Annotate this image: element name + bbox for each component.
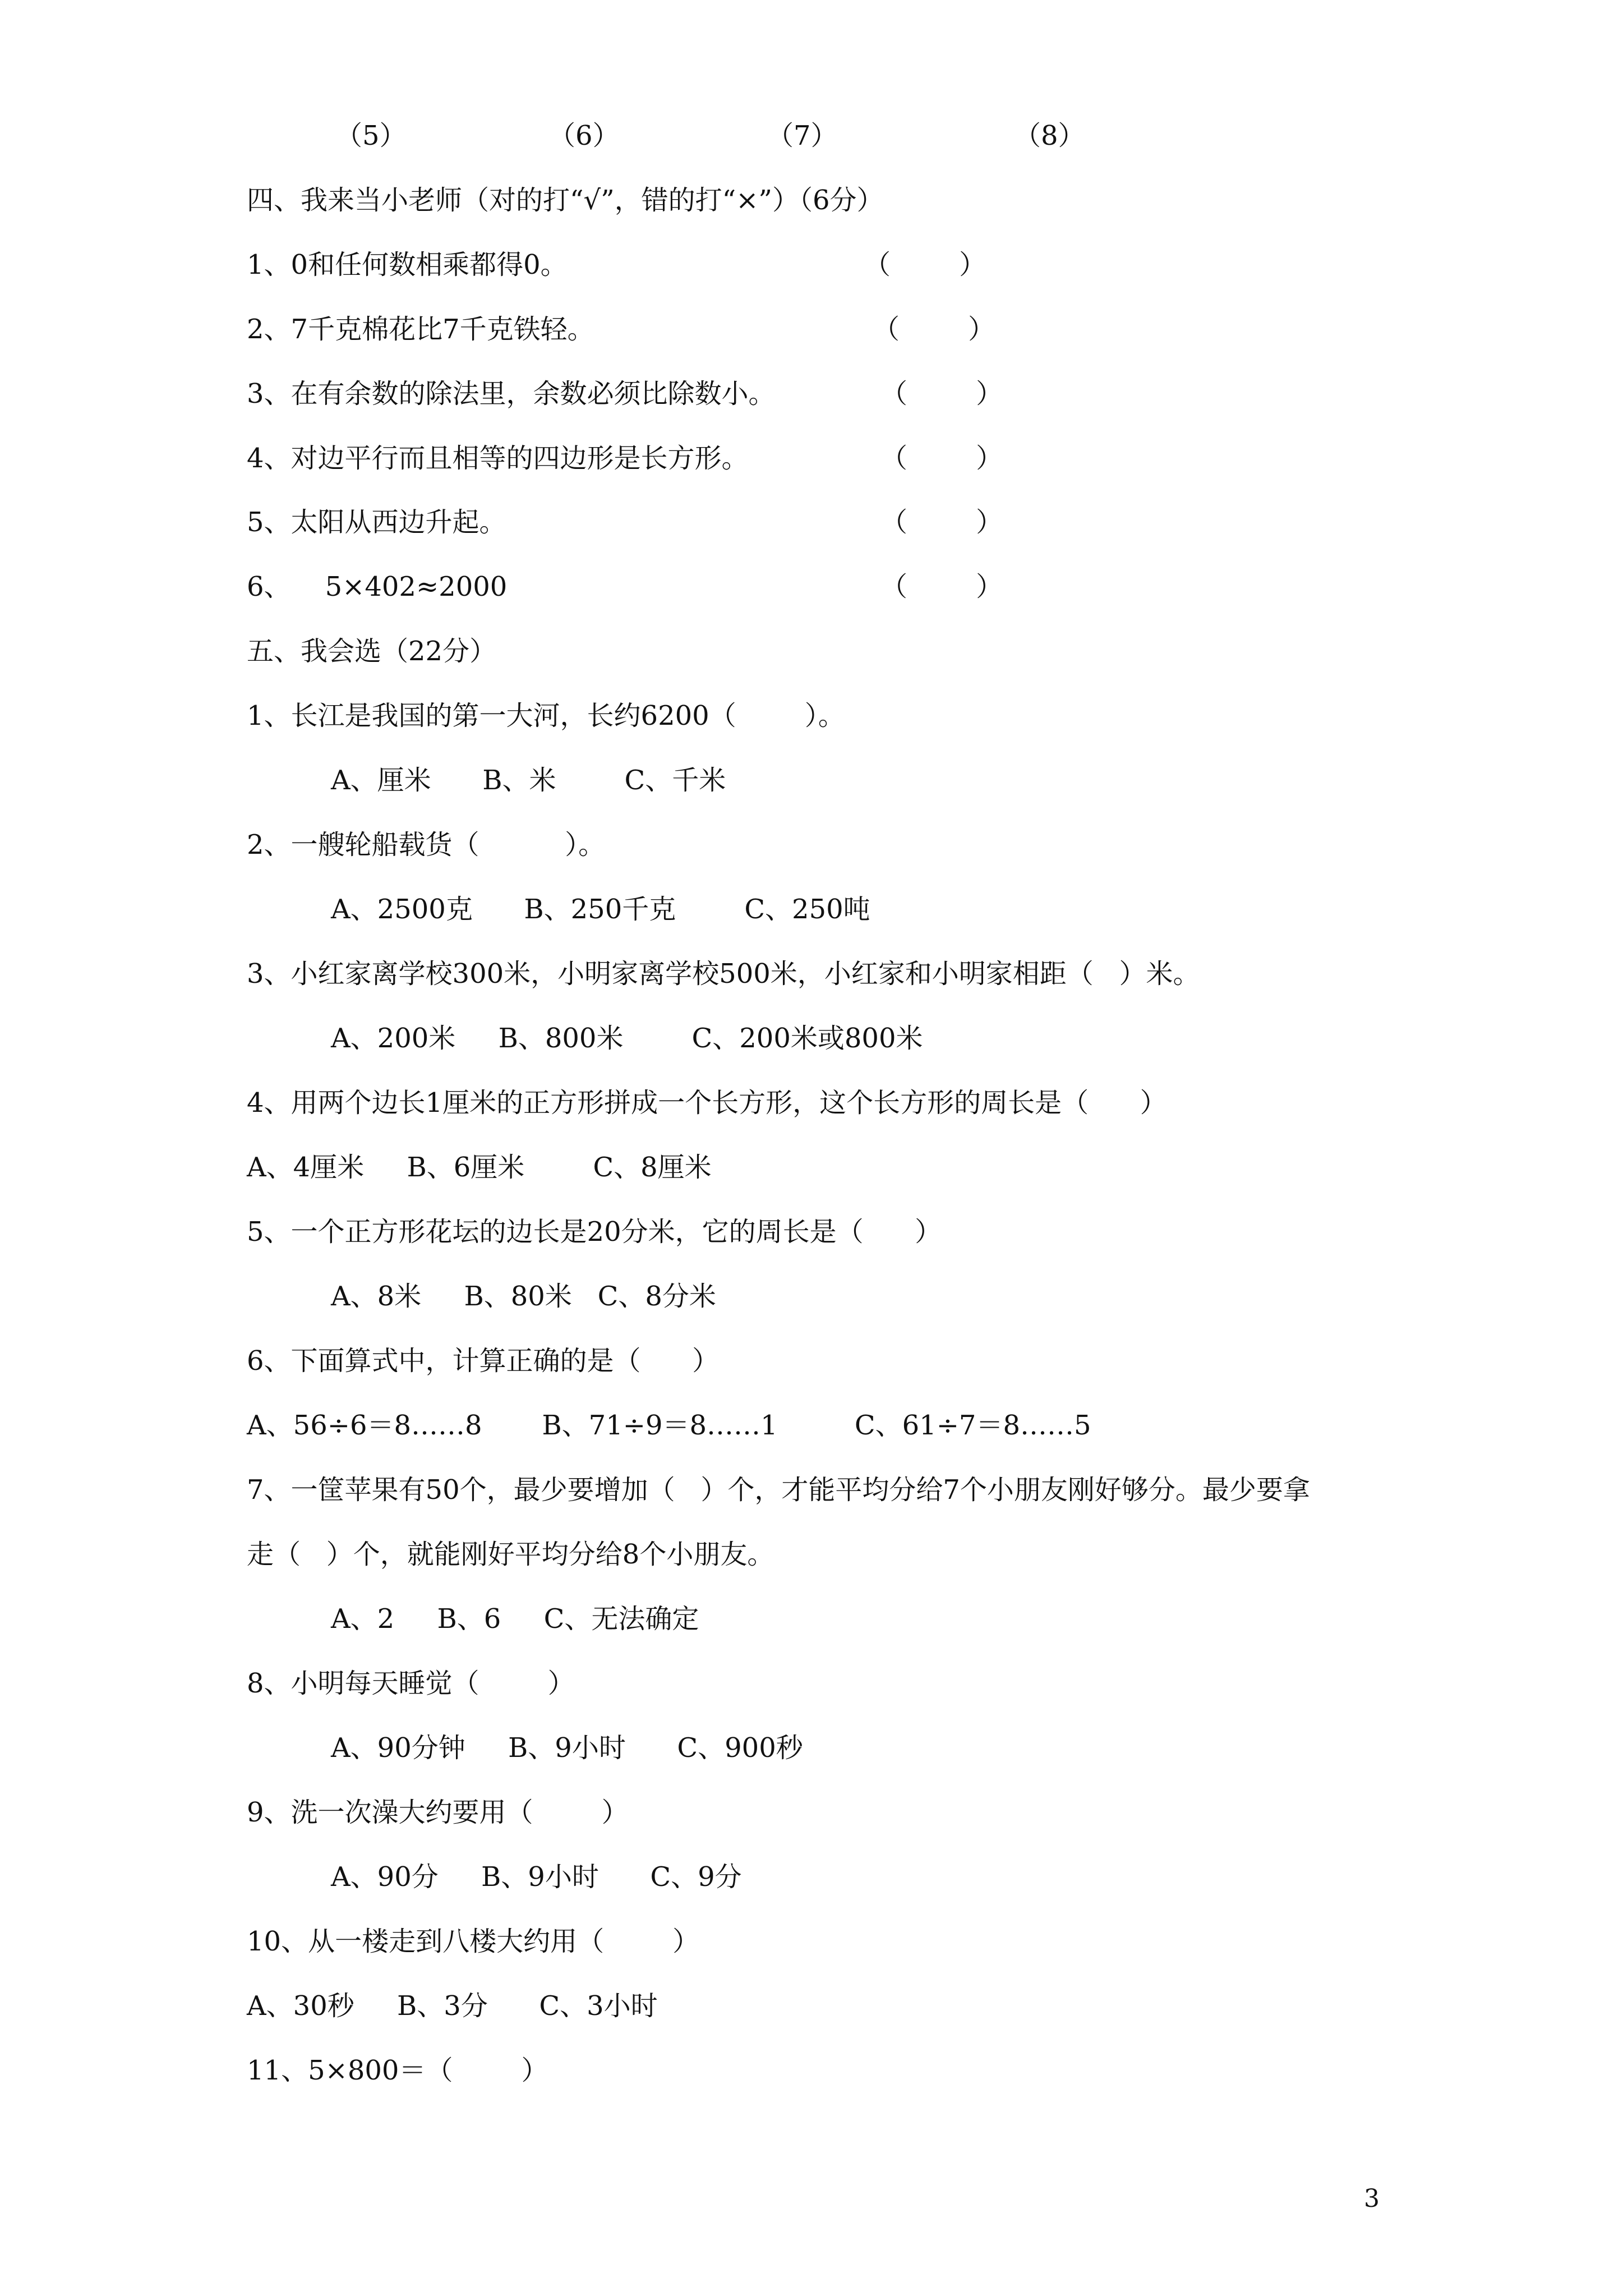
choice-options-3: A、200米 B、800米 C、200米或800米 xyxy=(331,1023,923,1054)
subfigure-label-8: （8） xyxy=(1014,120,1085,151)
section4-title: 四、我来当小老师（对的打“√”，错的打“×”）（6分） xyxy=(247,185,884,216)
choice-question-5: 5、一个正方形花坛的边长是20分米，它的周长是（ ） xyxy=(247,1216,942,1248)
choice-options-4: A、4厘米 B、6厘米 C、8厘米 xyxy=(247,1152,712,1183)
choice-question-3: 3、小红家离学校300米，小明家离学校500米，小红家和小明家相距（ ）米。 xyxy=(247,958,1200,990)
choice-question-1: 1、长江是我国的第一大河，长约6200（ ）。 xyxy=(247,700,845,731)
subfigure-label-5: （5） xyxy=(335,120,407,151)
choice-question-6: 6、下面算式中，计算正确的是（ ） xyxy=(247,1345,720,1377)
judge-answer-blank-2: （ ） xyxy=(873,314,995,345)
judge-item-6: 6、 5×402≈2000 xyxy=(247,571,508,602)
choice-options-5: A、8米 B、80米 C、8分米 xyxy=(331,1281,716,1312)
judge-answer-blank-1: （ ） xyxy=(864,249,986,280)
judge-answer-blank-3: （ ） xyxy=(880,378,1003,409)
choice-question-4: 4、用两个边长1厘米的正方形拼成一个长方形，这个长方形的周长是（ ） xyxy=(247,1087,1167,1119)
section5-title: 五、我会选（22分） xyxy=(247,636,497,667)
judge-item-2: 2、7千克棉花比7千克铁轻。 xyxy=(247,314,594,345)
subfigure-label-6: （6） xyxy=(548,120,620,151)
choice-options-1: A、厘米 B、米 C、千米 xyxy=(331,765,726,796)
judge-item-3: 3、在有余数的除法里，余数必须比除数小。 xyxy=(247,378,776,409)
choice-options-9: A、90分 B、9小时 C、9分 xyxy=(331,1861,742,1893)
choice-options-8: A、90分钟 B、9小时 C、900秒 xyxy=(331,1732,803,1764)
judge-item-1: 1、0和任何数相乘都得0。 xyxy=(247,249,568,280)
judge-answer-blank-4: （ ） xyxy=(880,443,1003,474)
choice-question-10: 10、从一楼走到八楼大约用（ ） xyxy=(247,1926,700,1957)
choice-options-10: A、30秒 B、3分 C、3小时 xyxy=(247,1990,658,2022)
subfigure-label-7: （7） xyxy=(767,120,838,151)
judge-item-5: 5、太阳从西边升起。 xyxy=(247,507,506,538)
choice-question-7: 7、一筐苹果有50个，最少要增加（ ）个，才能平均分给7个小朋友刚好够分。最少要拿 xyxy=(247,1474,1310,1506)
judge-answer-blank-6: （ ） xyxy=(880,571,1003,602)
choice-question-7-continued: 走（ ）个，就能刚好平均分给8个小朋友。 xyxy=(247,1539,774,1570)
choice-options-7: A、2 B、6 C、无法确定 xyxy=(331,1603,699,1635)
choice-question-2: 2、一艘轮船载货（ ）。 xyxy=(247,829,606,861)
page-number: 3 xyxy=(1364,2184,1380,2213)
judge-item-4: 4、对边平行而且相等的四边形是长方形。 xyxy=(247,443,749,474)
choice-question-11: 11、5×800＝（ ） xyxy=(247,2055,548,2086)
choice-question-9: 9、洗一次澡大约要用（ ） xyxy=(247,1797,629,1828)
judge-answer-blank-5: （ ） xyxy=(880,507,1003,538)
choice-options-6: A、56÷6＝8……8 B、71÷9＝8……1 C、61÷7＝8……5 xyxy=(247,1410,1091,1441)
choice-question-8: 8、小明每天睡觉（ ） xyxy=(247,1668,575,1699)
choice-options-2: A、2500克 B、250千克 C、250吨 xyxy=(331,894,870,925)
